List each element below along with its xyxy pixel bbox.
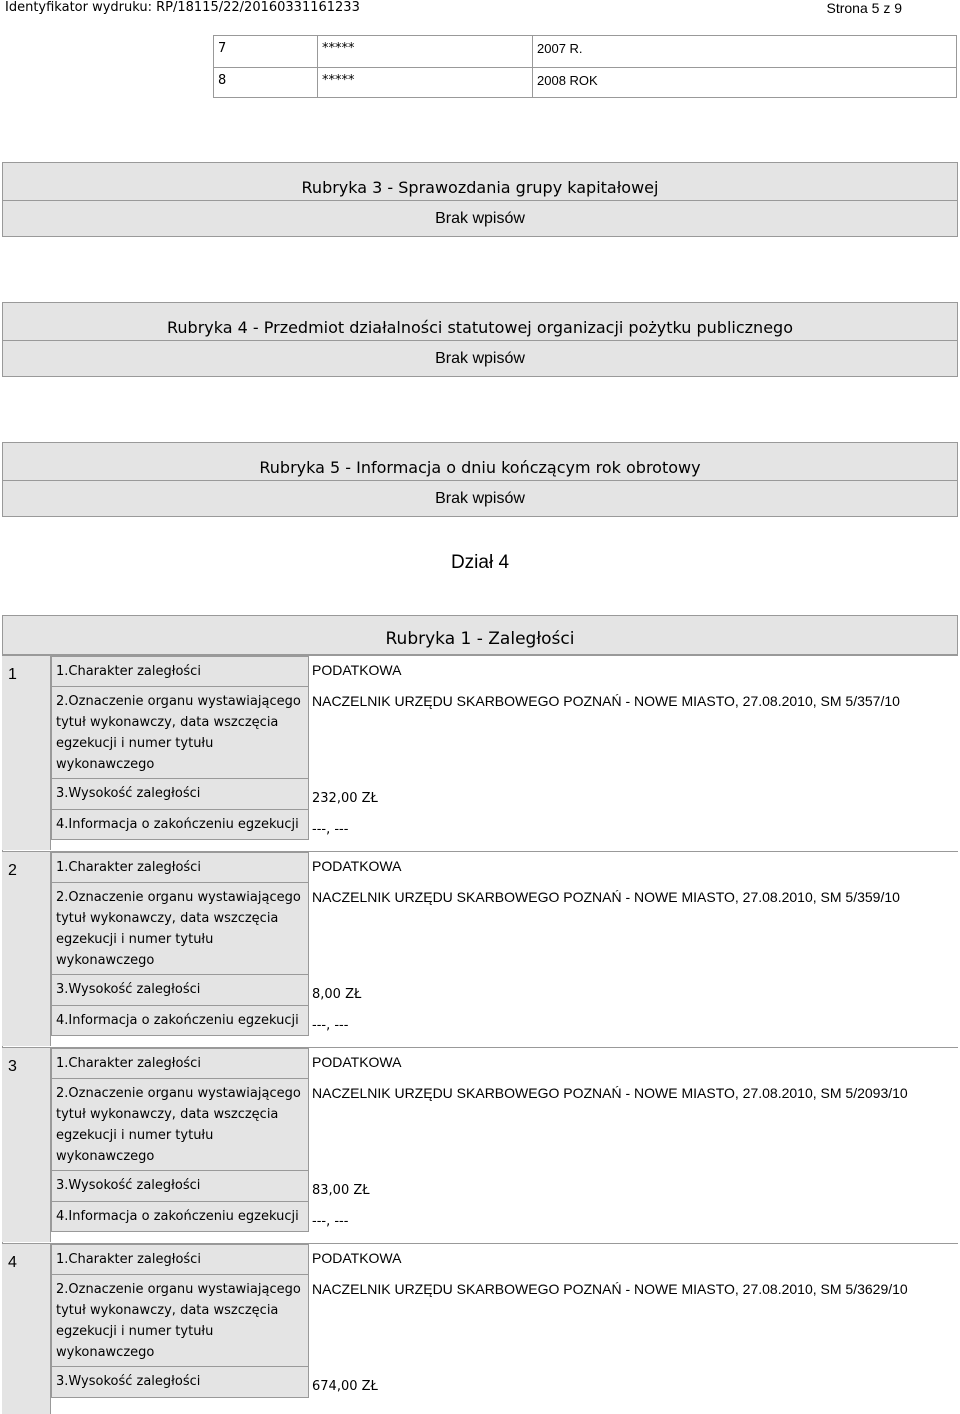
value-organ: NACZELNIK URZĘDU SKARBOWEGO POZNAŃ - NOWE MIASTO, 27.08.2010, SM 5/3629/10 — [312, 1281, 908, 1297]
value-organ: NACZELNIK URZĘDU SKARBOWEGO POZNAŃ - NOWE MIASTO, 27.08.2010, SM 5/2093/10 — [312, 1085, 908, 1101]
value-wysokosc: 83,00 ZŁ — [312, 1183, 370, 1198]
entry-index: 2 — [2, 852, 51, 1046]
row-number: 8 — [213, 67, 318, 98]
entry-1 — [2, 655, 958, 849]
label-wysokosc: 3.Wysokość zaległości — [51, 974, 309, 1006]
row-number: 7 — [213, 35, 318, 68]
row-value: 2007 R. — [532, 35, 957, 68]
value-charakter: PODATKOWA — [312, 858, 402, 874]
row-mask: ***** — [317, 67, 533, 98]
section-body: Brak wpisów — [3, 200, 957, 236]
value-charakter: PODATKOWA — [312, 1054, 402, 1070]
label-organ: 2.Oznaczenie organu wystawiającego tytuł wykonawczy, data wszczęcia egzekucji i numer tytułu wykonawczego — [51, 1078, 309, 1171]
rubryka-3-section — [2, 162, 958, 237]
value-charakter: PODATKOWA — [312, 662, 402, 678]
value-informacja: ---, --- — [312, 1018, 349, 1033]
entry-index: 1 — [2, 656, 51, 850]
entry-index: 3 — [2, 1048, 51, 1242]
label-informacja: 4.Informacja o zakończeniu egzekucji — [51, 1201, 309, 1232]
row-value: 2008 ROK — [532, 67, 957, 98]
value-informacja: ---, --- — [312, 822, 349, 837]
entry-4 — [2, 1243, 958, 1413]
label-wysokosc: 3.Wysokość zaległości — [51, 778, 309, 810]
label-charakter: 1.Charakter zaległości — [51, 1244, 309, 1275]
value-charakter: PODATKOWA — [312, 1250, 402, 1266]
rubryka-4-section — [2, 302, 958, 377]
entry-2 — [2, 851, 958, 1045]
page-number: Strona 5 z 9 — [826, 0, 902, 16]
value-organ: NACZELNIK URZĘDU SKARBOWEGO POZNAŃ - NOWE MIASTO, 27.08.2010, SM 5/359/10 — [312, 889, 900, 905]
rubryka-1-title: Rubryka 1 - Zaległości — [2, 615, 958, 655]
entry-index: 4 — [2, 1244, 51, 1414]
label-organ: 2.Oznaczenie organu wystawiającego tytuł wykonawczy, data wszczęcia egzekucji i numer tytułu wykonawczego — [51, 1274, 309, 1367]
section-title: Rubryka 4 - Przedmiot działalności statutowej organizacji pożytku publicznego — [167, 318, 793, 337]
entry-3 — [2, 1047, 958, 1241]
dzial-heading: Dział 4 — [450, 552, 510, 573]
section-title: Rubryka 5 - Informacja o dniu kończącym rok obrotowy — [259, 458, 701, 477]
label-organ: 2.Oznaczenie organu wystawiającego tytuł wykonawczy, data wszczęcia egzekucji i numer tytułu wykonawczego — [51, 686, 309, 779]
row-mask: ***** — [317, 35, 533, 68]
value-organ: NACZELNIK URZĘDU SKARBOWEGO POZNAŃ - NOWE MIASTO, 27.08.2010, SM 5/357/10 — [312, 693, 900, 709]
section-title: Rubryka 3 - Sprawozdania grupy kapitałowej — [301, 178, 659, 197]
label-informacja: 4.Informacja o zakończeniu egzekucji — [51, 1005, 309, 1036]
value-wysokosc: 232,00 ZŁ — [312, 791, 378, 806]
rubryka-5-section — [2, 442, 958, 517]
label-wysokosc: 3.Wysokość zaległości — [51, 1170, 309, 1202]
label-informacja: 4.Informacja o zakończeniu egzekucji — [51, 809, 309, 840]
label-charakter: 1.Charakter zaległości — [51, 1048, 309, 1079]
label-wysokosc: 3.Wysokość zaległości — [51, 1366, 309, 1398]
value-wysokosc: 674,00 ZŁ — [312, 1379, 378, 1394]
value-wysokosc: 8,00 ZŁ — [312, 987, 362, 1002]
print-identifier: Identyfikator wydruku: RP/18115/22/20160331161233 — [5, 0, 360, 15]
value-informacja: ---, --- — [312, 1214, 349, 1229]
section-body: Brak wpisów — [3, 340, 957, 376]
label-organ: 2.Oznaczenie organu wystawiającego tytuł wykonawczy, data wszczęcia egzekucji i numer tytułu wykonawczego — [51, 882, 309, 975]
label-charakter: 1.Charakter zaległości — [51, 852, 309, 883]
section-body: Brak wpisów — [3, 480, 957, 516]
label-charakter: 1.Charakter zaległości — [51, 656, 309, 687]
